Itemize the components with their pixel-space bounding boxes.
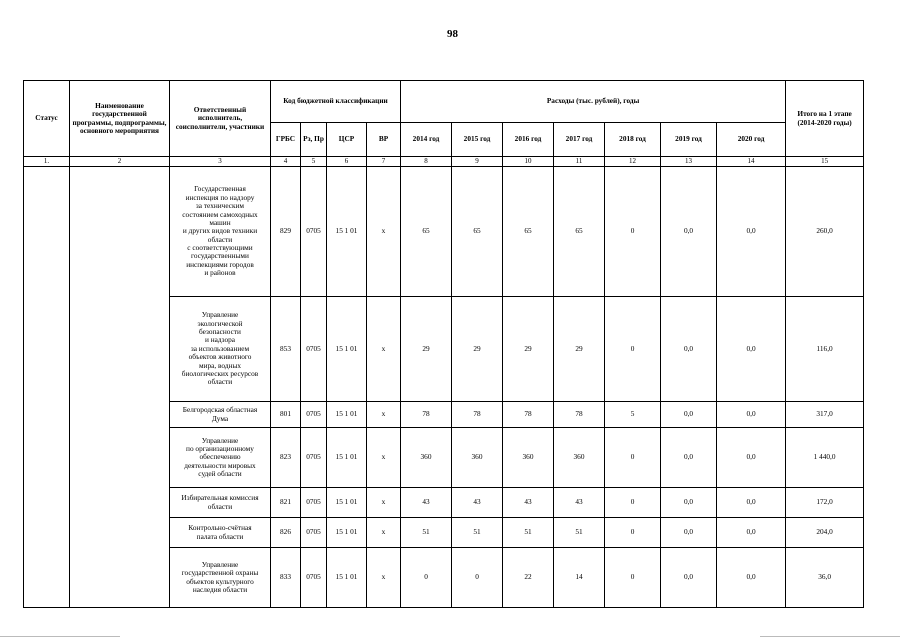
executor-cell: Белгородская областная Дума [170,402,271,428]
value-2015: 51 [452,518,503,548]
value-2014: 78 [401,402,452,428]
rzpr-cell: 0705 [301,428,327,488]
executor-cell: Управление по организационному обеспечению деятельности мировых судей области [170,428,271,488]
value-2020: 0,0 [717,548,786,608]
executor-cell: Управление экологической безопасности и надзора за использованием объектов животного мира, водных биологических ресурсов области [170,297,271,402]
executor-cell: Управление государственной охраны объектов культурного наследия области [170,548,271,608]
table-row [24,167,864,297]
rzpr-cell: 0705 [301,297,327,402]
vr-cell: x [367,488,401,518]
value-2016: 22 [503,548,554,608]
total-cell: 204,0 [786,518,864,548]
value-2020: 0,0 [717,167,786,297]
csr-cell: 15 1 01 [327,428,367,488]
column-number: 1. [24,157,70,167]
total-cell: 36,0 [786,548,864,608]
header-year-2020: 2020 год [717,123,786,157]
value-2019: 0,0 [661,518,717,548]
vr-cell: x [367,548,401,608]
value-2020: 0,0 [717,488,786,518]
value-2018: 0 [605,167,661,297]
value-2020: 0,0 [717,428,786,488]
value-2017: 29 [554,297,605,402]
value-2017: 51 [554,518,605,548]
header-program-name: Наименование государственной программы, подпрограммы, основного мероприятия [70,81,170,157]
column-number: 7 [367,157,401,167]
header-year-2015: 2015 год [452,123,503,157]
header-total: Итого на 1 этапе (2014-2020 годы) [786,81,864,157]
value-2015: 65 [452,167,503,297]
grbs-cell: 823 [271,428,301,488]
column-number: 2 [70,157,170,167]
value-2015: 360 [452,428,503,488]
value-2014: 360 [401,428,452,488]
value-2015: 43 [452,488,503,518]
value-2014: 65 [401,167,452,297]
header-budget-code: Код бюджетной классификации [271,81,401,123]
value-2016: 78 [503,402,554,428]
executor-cell: Контрольно-счётная палата области [170,518,271,548]
value-2017: 360 [554,428,605,488]
executor-cell: Избирательная комиссия области [170,488,271,518]
value-2017: 65 [554,167,605,297]
header-year-2017: 2017 год [554,123,605,157]
column-number: 11 [554,157,605,167]
column-number: 14 [717,157,786,167]
column-number: 4 [271,157,301,167]
header-rzpr: Рз, Пр [301,123,327,157]
value-2018: 5 [605,402,661,428]
column-number-row [24,157,864,167]
vr-cell: x [367,402,401,428]
value-2015: 78 [452,402,503,428]
value-2018: 0 [605,297,661,402]
header-vr: ВР [367,123,401,157]
column-number: 8 [401,157,452,167]
executor-cell: Государственная инспекция по надзору за техническим состоянием самоходных машин и других видов техники области с соответствующими государственными инспекциями городов и районов [170,167,271,297]
column-number: 10 [503,157,554,167]
grbs-cell: 826 [271,518,301,548]
program-name-cell [70,167,170,608]
value-2015: 0 [452,548,503,608]
grbs-cell: 821 [271,488,301,518]
column-number: 12 [605,157,661,167]
csr-cell: 15 1 01 [327,548,367,608]
header-year-2019: 2019 год [661,123,717,157]
page-number: 98 [447,28,458,40]
value-2019: 0,0 [661,548,717,608]
header-year-2016: 2016 год [503,123,554,157]
rzpr-cell: 0705 [301,518,327,548]
value-2019: 0,0 [661,402,717,428]
value-2020: 0,0 [717,297,786,402]
csr-cell: 15 1 01 [327,167,367,297]
vr-cell: x [367,297,401,402]
value-2014: 29 [401,297,452,402]
total-cell: 1 440,0 [786,428,864,488]
grbs-cell: 833 [271,548,301,608]
rzpr-cell: 0705 [301,402,327,428]
value-2020: 0,0 [717,402,786,428]
value-2016: 29 [503,297,554,402]
vr-cell: x [367,518,401,548]
total-cell: 260,0 [786,167,864,297]
value-2016: 65 [503,167,554,297]
value-2017: 14 [554,548,605,608]
header-grbs: ГРБС [271,123,301,157]
column-number: 6 [327,157,367,167]
value-2018: 0 [605,428,661,488]
value-2016: 360 [503,428,554,488]
column-number: 5 [301,157,327,167]
csr-cell: 15 1 01 [327,488,367,518]
header-year-2018: 2018 год [605,123,661,157]
rzpr-cell: 0705 [301,548,327,608]
budget-table [23,80,864,608]
value-2019: 0,0 [661,167,717,297]
header-status: Статус [24,81,70,157]
status-cell [24,167,70,608]
value-2016: 51 [503,518,554,548]
total-cell: 172,0 [786,488,864,518]
value-2019: 0,0 [661,297,717,402]
grbs-cell: 853 [271,297,301,402]
header-year-2014: 2014 год [401,123,452,157]
csr-cell: 15 1 01 [327,297,367,402]
column-number: 9 [452,157,503,167]
value-2018: 0 [605,488,661,518]
grbs-cell: 829 [271,167,301,297]
value-2020: 0,0 [717,518,786,548]
value-2019: 0,0 [661,428,717,488]
rzpr-cell: 0705 [301,167,327,297]
header-csr: ЦСР [327,123,367,157]
value-2017: 78 [554,402,605,428]
vr-cell: x [367,428,401,488]
value-2014: 51 [401,518,452,548]
grbs-cell: 801 [271,402,301,428]
total-cell: 116,0 [786,297,864,402]
value-2016: 43 [503,488,554,518]
value-2015: 29 [452,297,503,402]
column-number: 13 [661,157,717,167]
value-2014: 0 [401,548,452,608]
total-cell: 317,0 [786,402,864,428]
csr-cell: 15 1 01 [327,518,367,548]
header-executor: Ответственный исполнитель, соисполнители, участники [170,81,271,157]
value-2014: 43 [401,488,452,518]
column-number: 3 [170,157,271,167]
rzpr-cell: 0705 [301,488,327,518]
header-expenses: Расходы (тыс. рублей), годы [401,81,786,123]
csr-cell: 15 1 01 [327,402,367,428]
value-2018: 0 [605,518,661,548]
column-number: 15 [786,157,864,167]
value-2018: 0 [605,548,661,608]
value-2019: 0,0 [661,488,717,518]
value-2017: 43 [554,488,605,518]
header-row-top [24,81,864,123]
scan-edge-line [0,636,120,637]
vr-cell: x [367,167,401,297]
scan-edge-line [760,636,900,637]
